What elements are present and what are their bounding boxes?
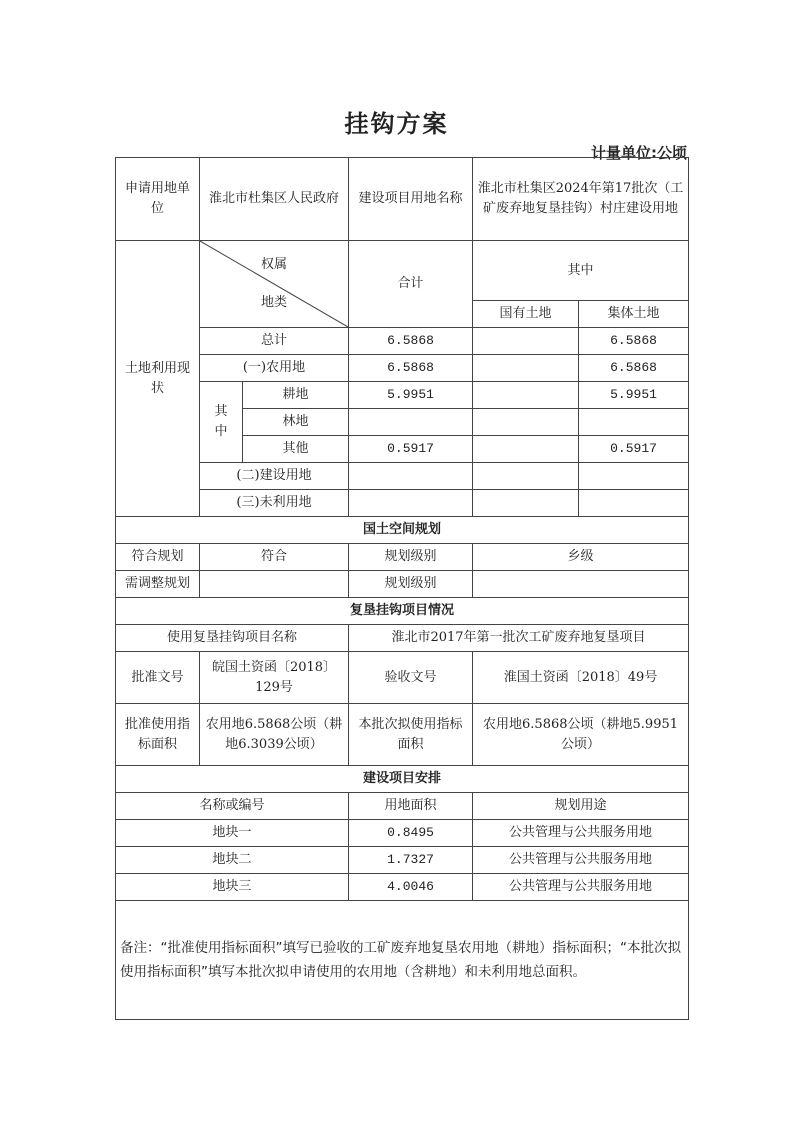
row-total: 6.5868: [349, 355, 473, 382]
row-collective: 0.5917: [579, 436, 689, 463]
sub-of-which-label: 其中: [200, 382, 243, 463]
ownership-label: 权属: [261, 257, 288, 272]
conform-label: 符合规划: [116, 544, 200, 571]
parcel-area: 1.7327: [349, 847, 473, 874]
page-title: 挂钩方案: [344, 110, 449, 138]
parcel-name: 地块二: [116, 847, 349, 874]
adjust-value: [200, 571, 349, 598]
table-row: [116, 328, 689, 355]
parcel-use: 公共管理与公共服务用地: [473, 820, 689, 847]
row-state: [473, 409, 579, 436]
arrangement-heading: 建设项目安排: [116, 766, 689, 793]
of-which-header: 其中: [473, 241, 689, 301]
col-header-area: 用地面积: [349, 793, 473, 820]
row-state: [473, 490, 579, 517]
row-collective: 6.5868: [579, 355, 689, 382]
diagonal-line: [200, 241, 348, 327]
applicant-label: 申请用地单位: [116, 158, 200, 241]
parcel-use: 公共管理与公共服务用地: [473, 874, 689, 901]
planning-heading: 国土空间规划: [116, 517, 689, 544]
row-state: [473, 355, 579, 382]
note: 备注：“批准使用指标面积”填写已验收的工矿废弃地复垦农用地（耕地）指标面积；“本批次拟使用指标面积”填写本批次拟申请使用的农用地（含耕地）和未利用地总面积。: [116, 901, 689, 1020]
row-state: [473, 436, 579, 463]
adjust-level-label: 规划级别: [349, 571, 473, 598]
unit-label: 计量单位:公顷: [591, 144, 687, 162]
reclaim-name-value: 淮北市2017年第一批次工矿废弃地复垦项目: [349, 625, 689, 652]
header-row: [116, 158, 689, 241]
row-name: (一)农用地: [200, 355, 349, 382]
collective-col-header: 集体土地: [579, 301, 689, 328]
approved-area-label: 批准使用指标面积: [116, 704, 200, 766]
land-type-label: 地类: [261, 295, 288, 310]
row-total: [349, 490, 473, 517]
adjust-level-value: [473, 571, 689, 598]
table-row: [116, 355, 689, 382]
parcel-area: 4.0046: [349, 874, 473, 901]
row-collective: [579, 490, 689, 517]
row-total: [349, 409, 473, 436]
parcel-name: 地块三: [116, 874, 349, 901]
state-col-header: 国有土地: [473, 301, 579, 328]
table-row: [116, 847, 689, 874]
row-collective: 5.9951: [579, 382, 689, 409]
col-header-use: 规划用途: [473, 793, 689, 820]
hook-plan-table: [115, 157, 689, 1020]
row-total: 0.5917: [349, 436, 473, 463]
total-col-header: 合计: [349, 241, 473, 328]
row-name: 林地: [243, 409, 349, 436]
row-total: 5.9951: [349, 382, 473, 409]
conform-value: 符合: [200, 544, 349, 571]
level-label: 规划级别: [349, 544, 473, 571]
row-state: [473, 382, 579, 409]
this-area-label: 本批次拟使用指标面积: [349, 704, 473, 766]
accept-label: 验收文号: [349, 652, 473, 704]
approval-value: 皖国土资函〔2018〕129号: [200, 652, 349, 704]
applicant-value: 淮北市杜集区人民政府: [200, 158, 349, 241]
table-row: [116, 490, 689, 517]
row-name: (三)未利用地: [200, 490, 349, 517]
project-label: 建设项目用地名称: [349, 158, 473, 241]
adjust-label: 需调整规划: [116, 571, 200, 598]
row-state: [473, 463, 579, 490]
col-header-name: 名称或编号: [116, 793, 349, 820]
table-row: [116, 874, 689, 901]
row-collective: [579, 463, 689, 490]
diagonal-header-cell: [200, 241, 349, 328]
row-name: (二)建设用地: [200, 463, 349, 490]
land-use-label: 土地利用现状: [116, 241, 200, 517]
accept-value: 淮国土资函〔2018〕49号: [473, 652, 689, 704]
table-row: [116, 382, 689, 409]
approval-label: 批准文号: [116, 652, 200, 704]
row-total: 6.5868: [349, 328, 473, 355]
table-row: [116, 463, 689, 490]
row-name: 其他: [243, 436, 349, 463]
row-collective: 6.5868: [579, 328, 689, 355]
level-value: 乡级: [473, 544, 689, 571]
reclaim-heading: 复垦挂钩项目情况: [116, 598, 689, 625]
table-row: [116, 820, 689, 847]
parcel-name: 地块一: [116, 820, 349, 847]
row-name: 总计: [200, 328, 349, 355]
row-state: [473, 328, 579, 355]
parcel-area: 0.8495: [349, 820, 473, 847]
row-total: [349, 463, 473, 490]
row-name: 耕地: [243, 382, 349, 409]
approved-area-value: 农用地6.5868公顷（耕地6.3039公顷）: [200, 704, 349, 766]
row-collective: [579, 409, 689, 436]
this-area-value: 农用地6.5868公顷（耕地5.9951公顷）: [473, 704, 689, 766]
parcel-use: 公共管理与公共服务用地: [473, 847, 689, 874]
reclaim-name-label: 使用复垦挂钩项目名称: [116, 625, 349, 652]
project-value: 淮北市杜集区2024年第17批次（工矿废弃地复垦挂钩）村庄建设用地: [473, 158, 689, 241]
